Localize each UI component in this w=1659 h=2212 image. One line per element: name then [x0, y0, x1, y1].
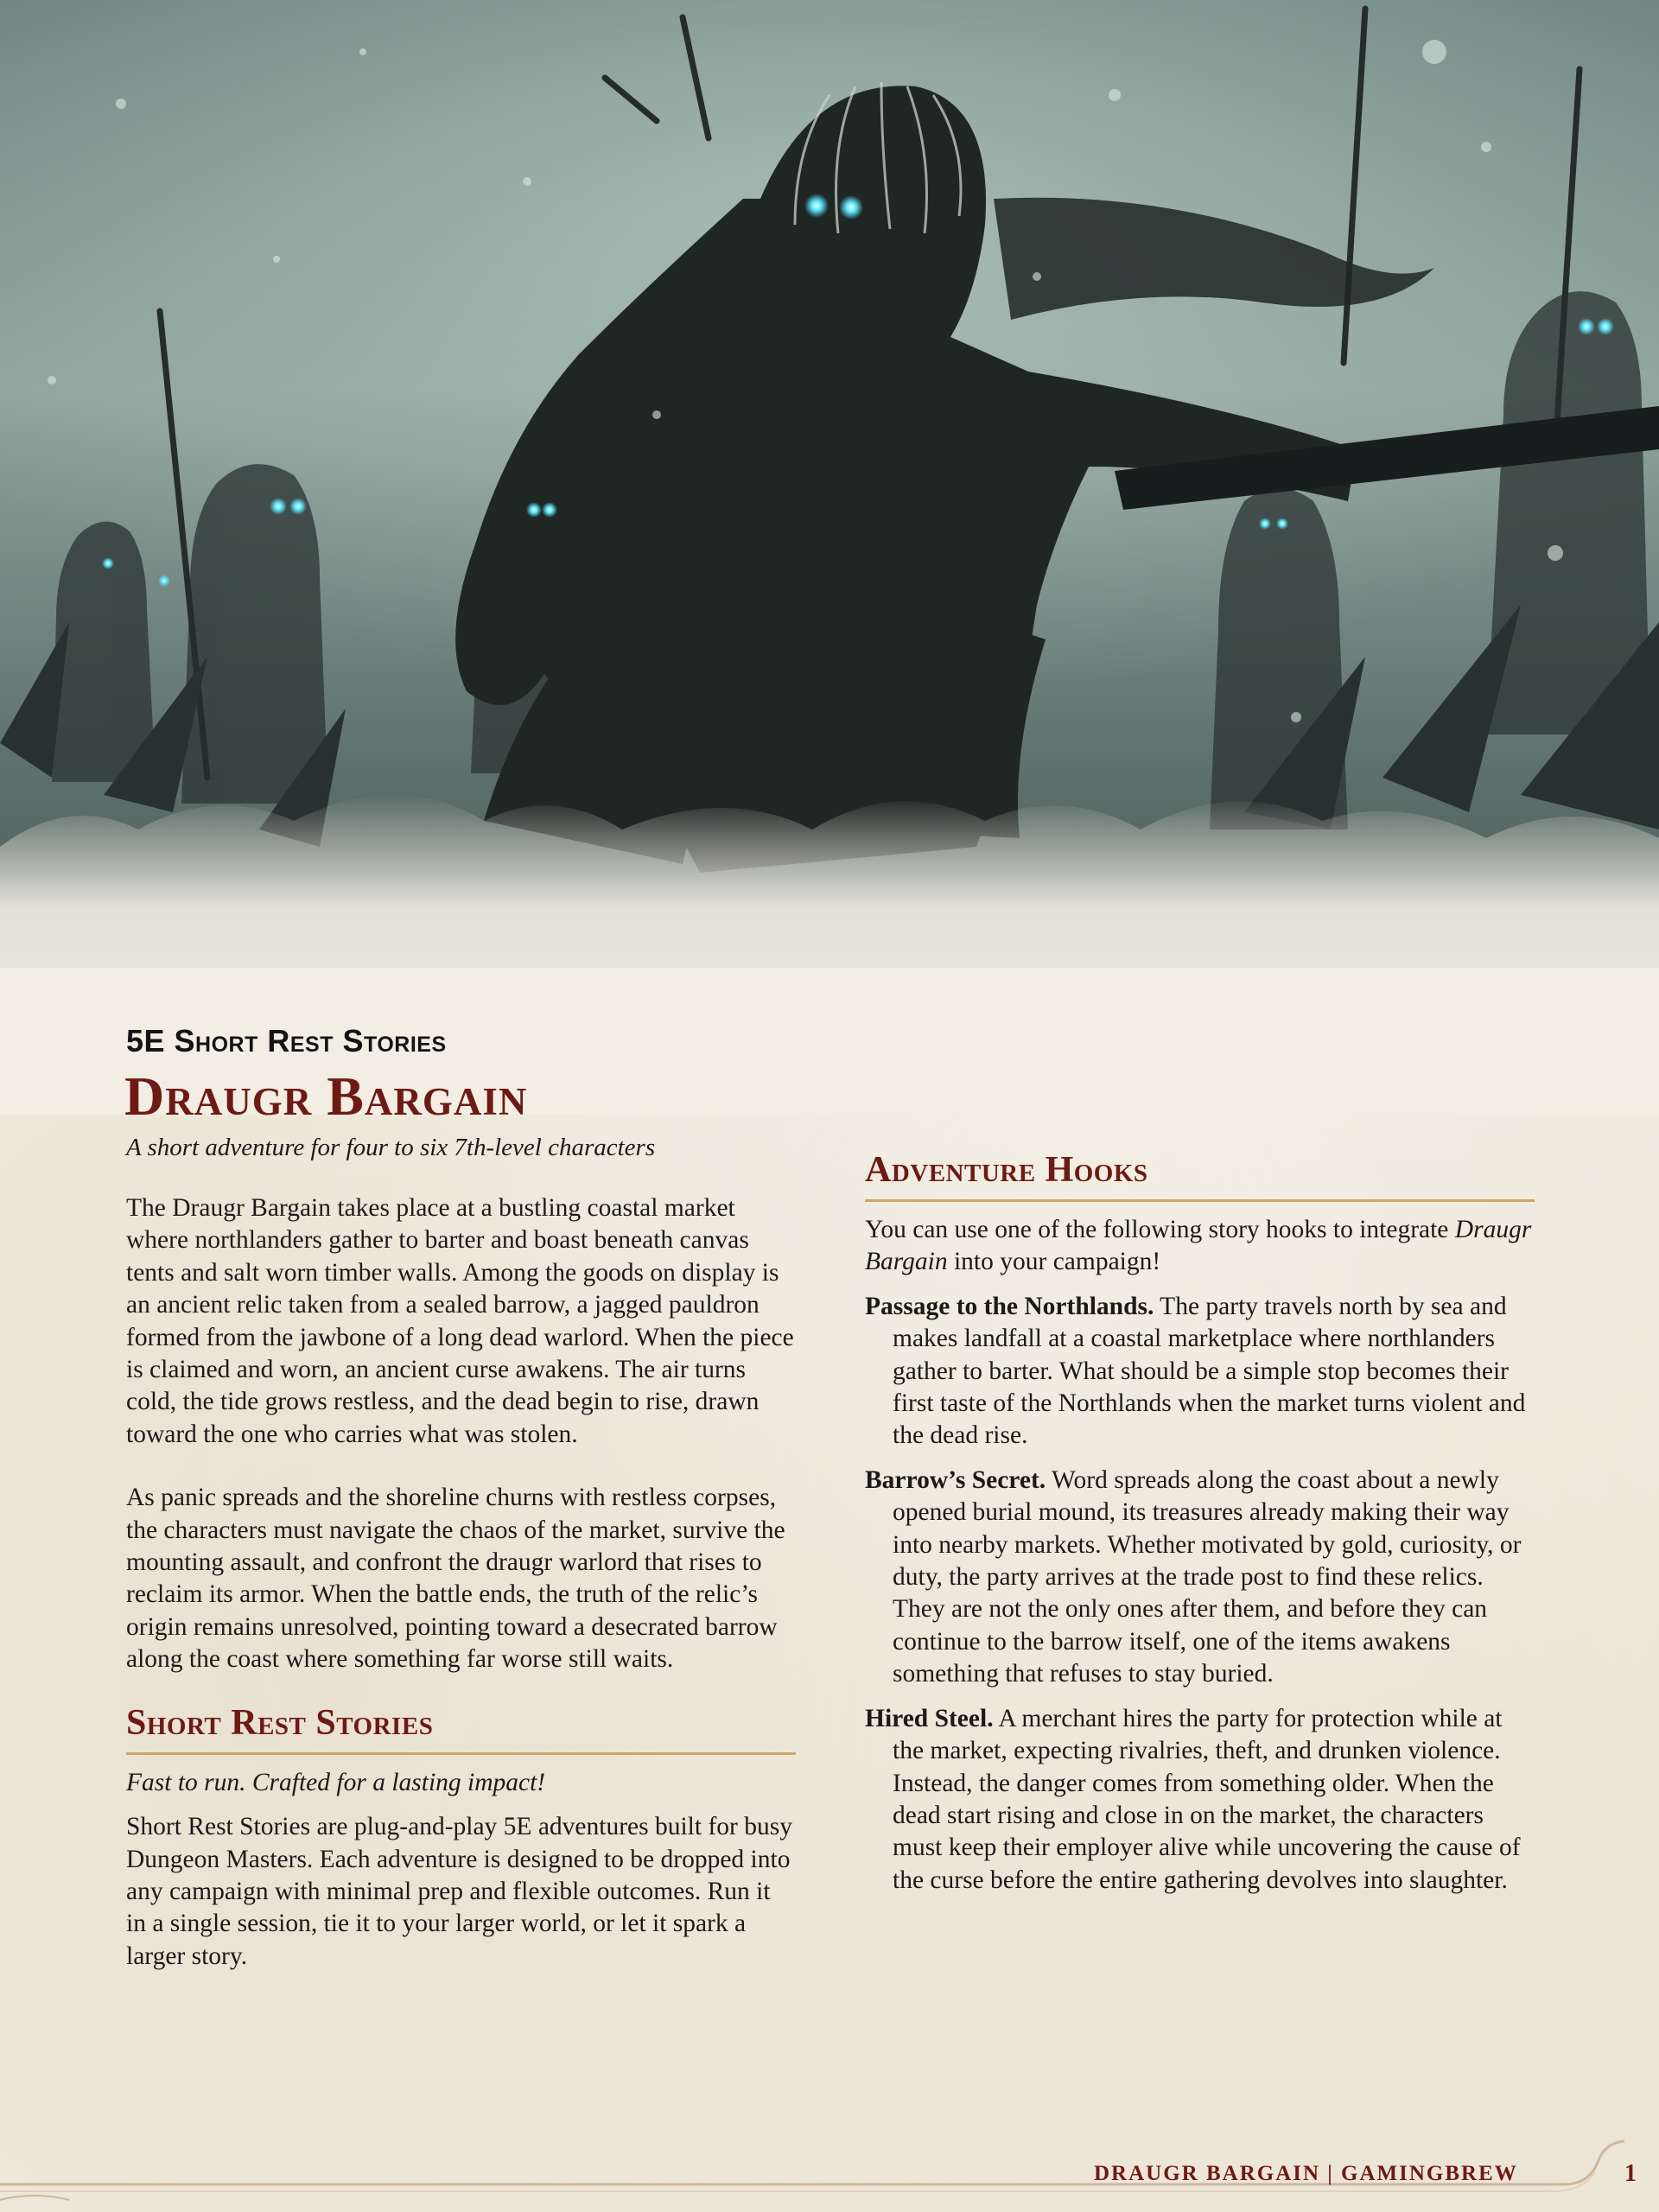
subtitle: A short adventure for four to six 7th-level characters	[126, 1134, 656, 1161]
page-title: Draugr Bargain	[124, 1065, 528, 1127]
intro-paragraph-2: As panic spreads and the shoreline churns with restless corpses, the characters must navigate the chaos of the market, survive the mounting assault, and confront the draugr warlord that rises to reclaim its armor. When the battle ends, the truth of the relic’s origin remains unresolved, pointing toward a desecrated barrow along the coast where something far worse still waits.	[126, 1484, 785, 1674]
hook-item	[865, 1291, 1535, 1452]
hooks-intro-pre: You can use one of the following story hooks to integrate	[865, 1216, 1455, 1243]
hooks-intro	[865, 1214, 1535, 1279]
hook-name: Passage to the Northlands.	[865, 1292, 1154, 1320]
short-rest-heading: Short Rest Stories	[126, 1702, 796, 1755]
hook-text: A merchant hires the party for protection while at the market, expecting rivalries, theft, and drunken violence. Instead, the danger comes from something older. When the dead start rising and close in on the market, the characters must keep their employer alive while uncovering the cause of the curse before the entire gathering devolves into slaughter.	[893, 1704, 1521, 1894]
short-rest-body: Short Rest Stories are plug-and-play 5E adventures built for busy Dungeon Masters. Each adventure is designed to be dropped into any campaign with minimal prep and flexible outcomes. Run it in a single session, tie it to your larger world, or let it spark a larger story.	[126, 1813, 792, 1970]
right-column	[865, 1149, 1535, 1909]
adventure-hooks-heading: Adventure Hooks	[865, 1149, 1535, 1202]
hook-item	[865, 1703, 1535, 1897]
hooks-intro-title: Draugr Bargain	[865, 1216, 1532, 1276]
short-rest-tagline: Fast to run. Crafted for a lasting impact!	[126, 1768, 546, 1796]
left-column	[126, 1192, 796, 1973]
hook-name: Barrow’s Secret.	[865, 1465, 1046, 1494]
series-label: 5E Short Rest Stories	[126, 1023, 447, 1058]
intro-paragraph-1: The Draugr Bargain takes place at a bustling coastal market where northlanders gather to barter and boast beneath canvas tents and salt worn timber walls. Among the goods on display is an ancient relic taken from a sealed barrow, a jagged pauldron formed from the jawbone of a long dead warlord. When the piece is claimed and worn, an ancient curse awakens. The air turns cold, the tide grows restless, and the dead begin to rise, drawn toward the one who carries what was stolen.	[126, 1194, 794, 1448]
hook-text: The party travels north by sea and makes landfall at a coastal marketplace where northlanders gather to barter. What should be a simple stop becomes their first taste of the Northlands when the market turns violent and the dead rise.	[893, 1292, 1526, 1450]
running-title: DRAUGR BARGAIN | GAMINGBREW	[1094, 2162, 1518, 2185]
hook-name: Hired Steel.	[865, 1704, 994, 1732]
hook-text: Word spreads along the coast about a newly opened burial mound, its treasures already making their way into nearby markets. Whether motivated by gold, curiosity, or duty, the party arrives at the trade post to find these relics. They are not the only ones after them, and before they can continue to the barrow itself, one of the items awakens something that refuses to stay buried.	[893, 1465, 1522, 1688]
hook-item	[865, 1465, 1535, 1691]
page-number: 1	[1624, 2160, 1637, 2187]
hooks-intro-post: into your campaign!	[947, 1248, 1161, 1276]
